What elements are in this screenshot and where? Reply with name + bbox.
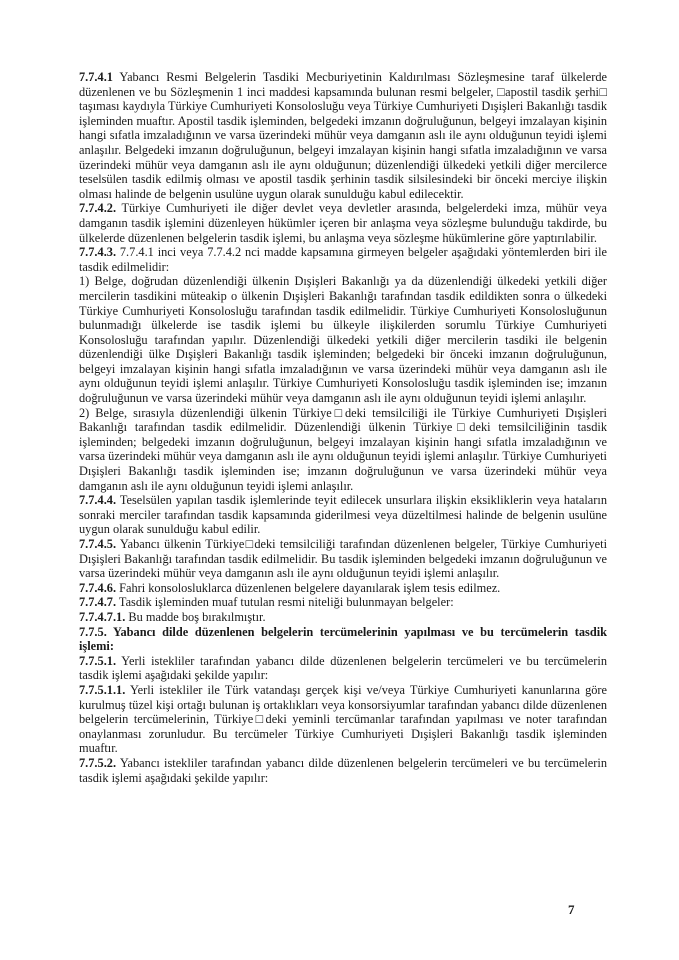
clause-number: 7.7.4.7. — [79, 595, 117, 610]
clause-number: 7.7.4.6. — [79, 580, 117, 595]
clause-text: 1) Belge, doğrudan düzenlendiği ülkenin Dışişleri Bakanlığı ya da düzenlendiği ülkedeki yetkili diğer mercilerin tasdikini müteakip o ülkenin Dışişleri Bakanlığı tarafından tasdik edildikten sonra o ülkedeki Türkiye Cumhuriyeti Konsolosluğu tarafından tasdik edilmelidir. Türkiye Cumhuriyeti Konsolosluğunun bulunmadığı ülkelerde ise tasdik işlemi bu ülkeyle ilişkilerden sorumlu Türkiye Cumhuriyeti Konsolosluğu tarafından yapılır. Düzenlendiği ülkedeki yetkili diğer mercilerin tasdiki ile belgenin düzenlendiği ülke Dışişleri Bakanlığı tasdik işleminden; belgedeki bir önceki imzanın doğruluğunun, belgeyi imzalayan kişinin hangi sıfatla imzaladığının ve varsa üzerindeki mühür veya damganın aslı ile aynı olduğunun teyidi işlemi anlaşılır. Türkiye Cumhuriyeti Konsolosluğu tasdik işleminden ise; imzanın doğruluğunun ve varsa üzerindeki mühür veya damganın aslı ile aynı olduğunun teyidi işlemi anlaşılır. — [79, 274, 607, 406]
clause-number: 7.7.5.2. — [79, 755, 117, 770]
clause-number: 7.7.4.7.1. — [79, 609, 126, 624]
paragraph-7-7-4-3 — [79, 245, 607, 274]
clause-text: Fahri konsolosluklarca düzenlenen belgelere dayanılarak işlem tesis edilmez. — [116, 580, 501, 595]
paragraph-7-7-4-2 — [79, 201, 607, 245]
clause-number: 7.7.4.2. — [79, 201, 117, 216]
clause-text: Yabancı istekliler tarafından yabancı dilde düzenlenen belgelerin tercümeleri ve bu tercümelerin tasdik işlemi aşağıdaki şekilde yapılır: — [79, 755, 607, 785]
paragraph-7-7-5-2 — [79, 756, 607, 785]
clause-number: 7.7.4.1 — [79, 70, 113, 84]
paragraph-7-7-4-7 — [79, 595, 607, 610]
clause-text: Bu madde boş bırakılmıştır. — [125, 609, 266, 624]
section-heading-text: Yabancı dilde düzenlenen belgelerin tercümelerinin yapılması ve bu tercümelerin tasdik işlemi: — [79, 624, 607, 654]
paragraph-7-7-4-6 — [79, 581, 607, 596]
clause-number: 7.7.5.1.1. — [79, 682, 126, 697]
clause-text: Teselsülen yapılan tasdik işlemlerinde teyit edilecek unsurlara ilişkin eksikliklerin veya hataların sonraki merciler tarafından tasdik kapsamında giderilmesi veya düzeltilmesi halinde de belgenin usulüne uygun olarak sunulduğu kabul edilir. — [79, 493, 607, 537]
clause-text: Tasdik işleminden muaf tutulan resmi niteliği bulunmayan belgeler: — [116, 595, 454, 610]
paragraph-7-7-5-1 — [79, 654, 607, 683]
clause-text: Yerli istekliler tarafından yabancı dilde düzenlenen belgelerin tercümeleri ve bu tercümelerin tasdik işlemi aşağıdaki şekilde yapılır: — [79, 653, 607, 683]
clause-number: 7.7.4.5. — [79, 537, 117, 551]
clause-number: 7.7.5. — [79, 624, 107, 639]
clause-text: Yabancı Resmi Belgelerin Tasdiki Mecburiyetinin Kaldırılması Sözleşmesine taraf ülkelerde düzenlenen ve bu Sözleşmenin 1 inci maddesi kapsamında bulunan resmi belgeler, □apostil tasdik şerhi□ taşıması kaydıyla Türkiye Cumhuriyeti Konsolosluğu veya Türkiye Cumhuriyeti Dışişleri Bakanlığı tasdik işleminden muaftır. Apostil tasdik işleminden, belgedeki imzanın doğruluğunun, belgeyi imzalayan kişinin hangi sıfatla imzaladığının ve varsa üzerindeki mühür veya damganın aslı ile aynı olduğunun teyidi işlemi anlaşılır. Belgedeki imzanın doğruluğunun, belgeyi imzalayan kişinin hangi sıfatla imzaladığının ve varsa üzerindeki mühür veya damganın aslı ile aynı olduğunun; düzenlendiği ülkedeki yetkili diğer mercilerce teselsülen tasdik edilmiş olması ve apostil tasdik şerhinin tasdik silsilesindeki bir önceki merciye ilişkin olması halinde de belgenin usulüne uygun olarak sunulduğu kabul edilecektir. — [79, 70, 607, 201]
page-number: 7 — [568, 902, 575, 917]
clause-number: 7.7.5.1. — [79, 653, 117, 668]
clause-text: 2) Belge, sırasıyla düzenlendiği ülkenin Türkiye□deki temsilciliği ile Türkiye Cumhuriyeti Dışişleri Bakanlığı tarafından tasdik edilmelidir. Düzenlendiği ülkenin Türkiye□deki temsilciliğinin tasdik işleminden; belgedeki imzanın doğruluğunun, belgeyi imzalayan kişinin hangi sıfatla imzaladığının ve varsa üzerindeki mühür veya damganın aslı ile aynı olduğunun teyidi işlemi anlaşılır. Türkiye Cumhuriyeti Dışişleri Bakanlığı tasdik işleminden ise; imzanın doğruluğunun ve varsa üzerindeki mühür veya damganın aslı ile aynı olduğunun teyidi işlemi anlaşılır. — [79, 405, 607, 493]
paragraph-method-1 — [79, 274, 607, 405]
paragraph-7-7-4-5 — [79, 537, 607, 581]
paragraph-7-7-4-7-1 — [79, 610, 607, 625]
document-body — [79, 70, 607, 785]
clause-text: Yabancı ülkenin Türkiye□deki temsilciliği tarafından düzenlenen belgeler, Türkiye Cumhuriyeti Dışişleri Bakanlığı tarafından tasdik edilmelidir. Bu tasdik işleminden belgedeki imzanın doğruluğunun ve varsa üzerindeki mühür veya damganın aslı ile aynı olduğunun teyidi işlemi anlaşılır. — [79, 537, 607, 581]
paragraph-7-7-5-1-1 — [79, 683, 607, 756]
paragraph-7-7-4-1 — [79, 70, 607, 201]
clause-text: Yerli istekliler ile Türk vatandaşı gerçek kişi ve/veya Türkiye Cumhuriyeti kanunlarına göre kurulmuş tüzel kişi ortağı bulunan iş ortaklıkları veya konsorsiyumlar tarafından yabancı dilde düzenlenen belgelerin tercümelerinin, Türkiye□deki yeminli tercümanlar tarafından yapılması ve noter tarafından onaylanması zorunludur. Bu tercümeler Türkiye Cumhuriyeti Dışişleri Bakanlığı tasdik işleminden muaftır. — [79, 682, 607, 756]
clause-number: 7.7.4.4. — [79, 493, 117, 508]
clause-number: 7.7.4.3. — [79, 245, 117, 260]
paragraph-7-7-4-4 — [79, 493, 607, 537]
clause-text: Türkiye Cumhuriyeti ile diğer devlet veya devletler arasında, belgelerdeki imza, mühür veya damganın tasdik işlemini düzenleyen hükümler içeren bir anlaşma veya sözleşme bulunduğu takdirde, bu ülkelerde düzenlenen belgelerin tasdik işlemi, bu anlaşma veya sözleşme hükümlerine göre yaptırılabilir. — [79, 201, 607, 245]
paragraph-method-2 — [79, 406, 607, 494]
section-heading-7-7-5 — [79, 625, 607, 654]
clause-text: 7.7.4.1 inci veya 7.7.4.2 nci madde kapsamına girmeyen belgeler aşağıdaki yöntemlerden biri ile tasdik edilmelidir: — [79, 245, 607, 274]
